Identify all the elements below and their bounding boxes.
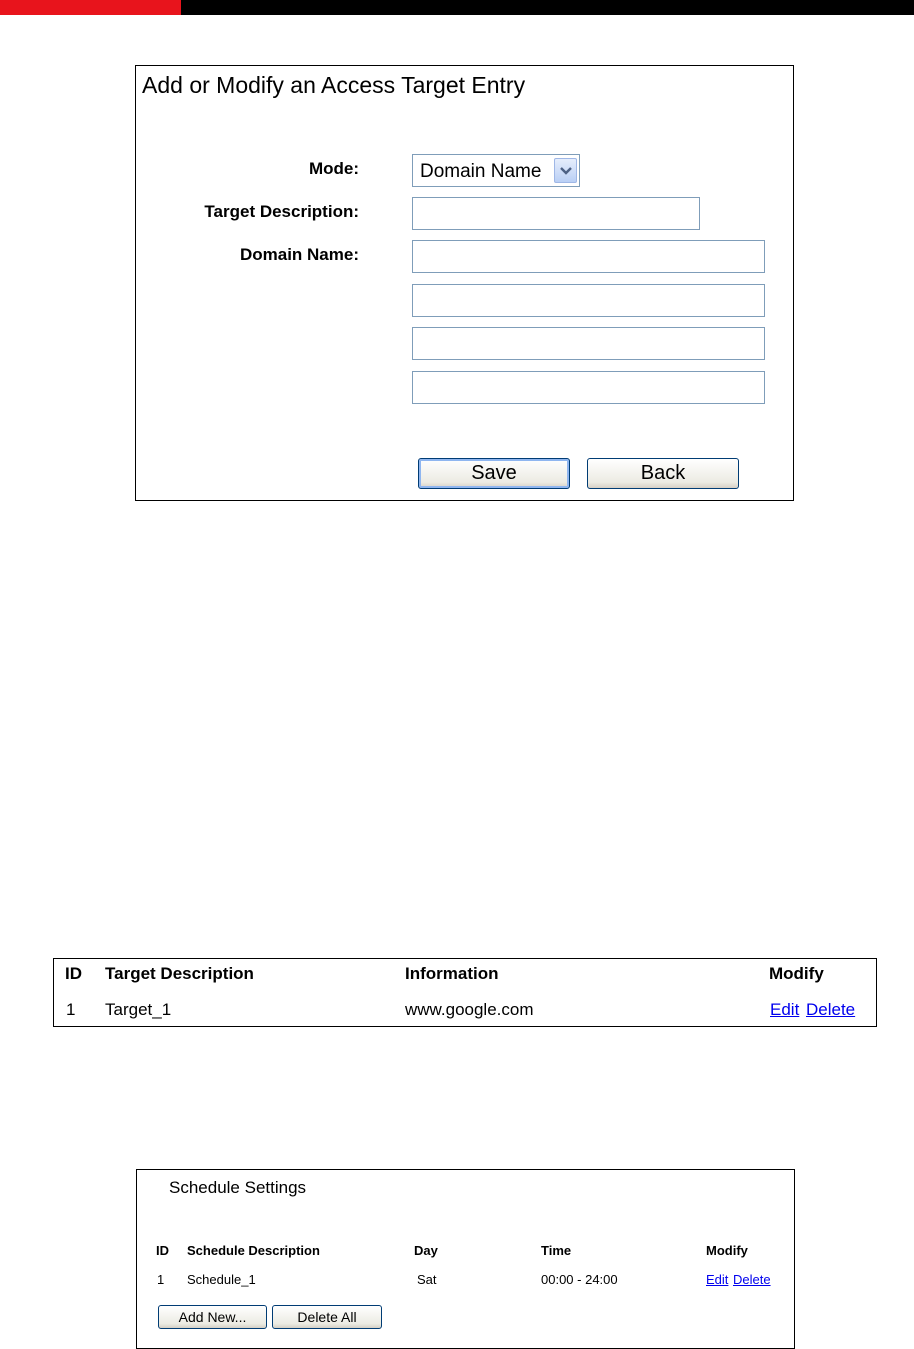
row-information: www.google.com — [405, 1000, 534, 1019]
schedule-header-modify: Modify — [706, 1243, 748, 1258]
header-accent — [0, 0, 181, 15]
access-target-form — [135, 65, 794, 501]
target-table — [53, 958, 877, 1027]
domain-name-input-4[interactable] — [412, 371, 765, 404]
mode-select-value: Domain Name — [420, 161, 542, 182]
add-new-button[interactable]: Add New... — [158, 1305, 267, 1329]
schedule-header-id: ID — [156, 1243, 169, 1258]
row-target-description: Target_1 — [105, 1000, 172, 1019]
schedule-header-description: Schedule Description — [187, 1243, 320, 1258]
header-modify: Modify — [769, 964, 824, 983]
schedule-delete-link[interactable]: Delete — [733, 1272, 771, 1287]
domain-name-input-2[interactable] — [412, 284, 765, 317]
save-button[interactable]: Save — [418, 458, 570, 489]
delete-link[interactable]: Delete — [806, 1000, 856, 1019]
mode-select[interactable] — [412, 154, 580, 187]
schedule-row-description: Schedule_1 — [187, 1272, 256, 1287]
form-title: Add or Modify an Access Target Entry — [142, 72, 526, 98]
schedule-row-day: Sat — [417, 1272, 437, 1287]
chevron-down-icon — [560, 166, 572, 176]
target-description-label: Target Description: — [204, 202, 359, 221]
mode-label: Mode: — [308, 159, 359, 178]
header-target-description: Target Description — [105, 964, 254, 983]
schedule-row-id: 1 — [157, 1272, 165, 1287]
domain-name-input-3[interactable] — [412, 327, 765, 360]
schedule-edit-link[interactable]: Edit — [706, 1272, 729, 1287]
delete-all-button[interactable]: Delete All — [272, 1305, 382, 1329]
schedule-row-time: 00:00 - 24:00 — [541, 1272, 618, 1287]
edit-link[interactable]: Edit — [770, 1000, 800, 1019]
target-description-input[interactable] — [412, 197, 700, 230]
dropdown-arrow[interactable] — [554, 158, 577, 183]
schedule-header-day: Day — [414, 1243, 438, 1258]
header-bar — [0, 0, 914, 15]
schedule-header-time: Time — [541, 1243, 572, 1258]
header-id: ID — [65, 964, 82, 983]
domain-name-label: Domain Name: — [239, 245, 359, 264]
schedule-settings-panel — [136, 1169, 795, 1349]
schedule-settings-title: Schedule Settings — [169, 1178, 307, 1197]
header-information: Information — [405, 964, 499, 983]
back-button[interactable]: Back — [587, 458, 739, 489]
domain-name-input-1[interactable] — [412, 240, 765, 273]
row-id: 1 — [66, 1000, 76, 1019]
